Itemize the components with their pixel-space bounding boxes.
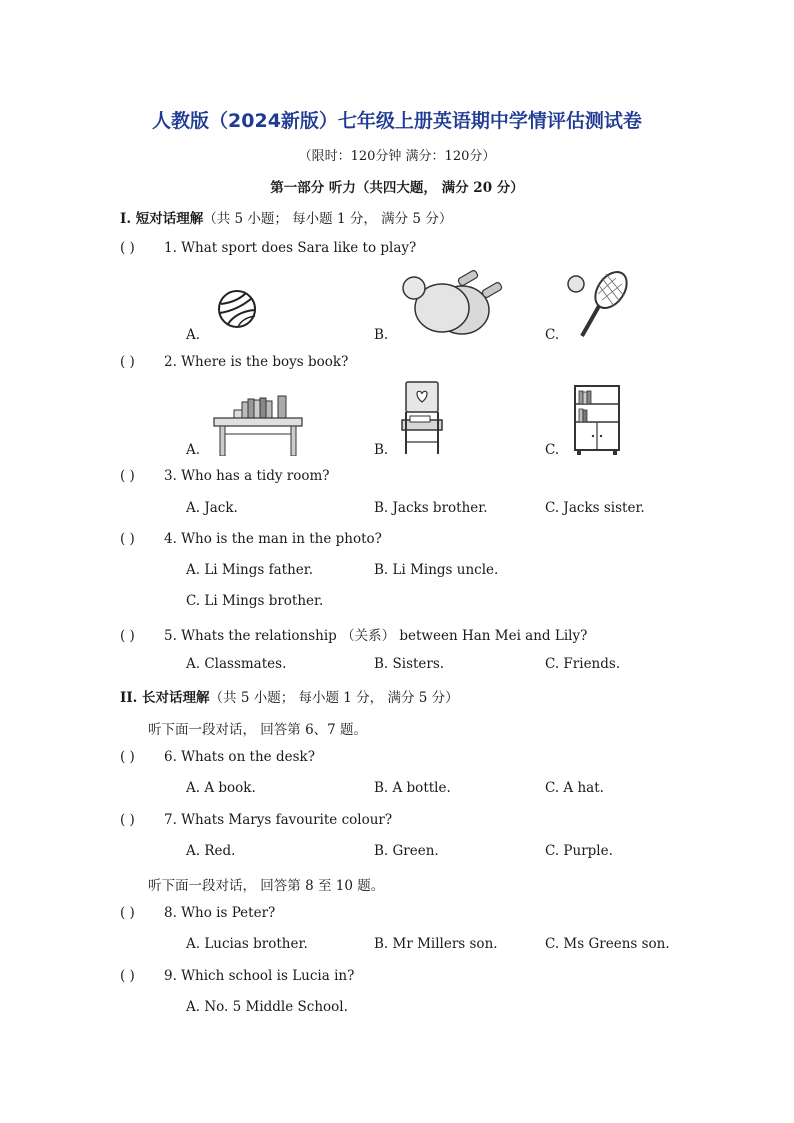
section-title: I. 短对话理解 [120,211,204,227]
exam-info: （限时：120分钟 满分：120分） [298,149,496,164]
question-text: 1. What sport does Sara like to play? [164,240,417,256]
answer-bracket[interactable]: ( ) [120,531,135,547]
option-1c[interactable]: C. [545,327,560,343]
question-3 [120,468,330,484]
option-2a[interactable]: A. [186,442,201,458]
option-5c[interactable]: C. Friends. [545,656,621,672]
answer-bracket[interactable]: ( ) [120,812,135,828]
instruction-2: 听下面一段对话， 回答第 8 至 10 题。 [148,878,385,894]
question-5 [120,624,587,644]
option-8a[interactable]: A. Lucias brother. [186,936,308,952]
question-2 [120,354,348,370]
bookcase-icon [572,384,622,456]
question-text: 6. Whats on the desk? [164,749,315,765]
option-1a[interactable]: A. [186,327,201,343]
answer-bracket[interactable]: ( ) [120,968,135,984]
section-heading-2 [120,686,459,706]
option-4a[interactable]: A. Li Mings father. [186,562,314,578]
option-6c[interactable]: C. A hat. [545,780,604,796]
volleyball-icon [216,288,258,330]
option-3c[interactable]: C. Jacks sister. [545,500,645,516]
answer-bracket[interactable]: ( ) [120,905,135,921]
section-heading-1 [120,207,452,227]
option-2c[interactable]: C. [545,442,560,458]
option-9a[interactable]: A. No. 5 Middle School. [186,999,348,1015]
option-1b[interactable]: B. [374,327,389,343]
question-text: 2. Where is the boys book? [164,354,349,370]
section-note: （共 5 小题； 每小题 1 分， 满分 5 分） [203,211,453,227]
answer-bracket[interactable]: ( ) [120,628,135,644]
answer-bracket[interactable]: ( ) [120,354,135,370]
answer-bracket[interactable]: ( ) [120,240,135,256]
option-3b[interactable]: B. Jacks brother. [374,500,488,516]
question-7 [120,812,392,828]
instruction-1: 听下面一段对话， 回答第 6、7 题。 [148,722,368,738]
option-7a[interactable]: A. Red. [186,843,236,859]
answer-bracket[interactable]: ( ) [120,749,135,765]
chair-icon [398,380,446,456]
option-4b[interactable]: B. Li Mings uncle. [374,562,499,578]
question-text: 3. Who has a tidy room? [164,468,330,484]
option-6b[interactable]: B. A bottle. [374,780,451,796]
question-6 [120,749,315,765]
option-8b[interactable]: B. Mr Millers son. [374,936,498,952]
option-2b[interactable]: B. [374,442,389,458]
option-5b[interactable]: B. Sisters. [374,656,445,672]
page-title: 人教版（2024新版）七年级上册英语期中学情评估测试卷 [152,110,642,132]
section-note: （共 5 小题； 每小题 1 分， 满分 5 分） [209,690,459,706]
ping-pong-paddles-icon [400,266,508,338]
option-8c[interactable]: C. Ms Greens son. [545,936,670,952]
question-1 [120,240,416,256]
desk-with-books-icon [212,390,304,456]
question-4 [120,531,382,547]
option-3a[interactable]: A. Jack. [186,500,238,516]
tennis-racket-icon [566,266,632,342]
section-title: II. 长对话理解 [120,690,210,706]
part-heading: 第一部分 听力（共四大题， 满分 20 分） [270,180,524,196]
option-6a[interactable]: A. A book. [186,780,256,796]
option-5a[interactable]: A. Classmates. [186,656,287,672]
question-text: 9. Which school is Lucia in? [164,968,355,984]
option-4c[interactable]: C. Li Mings brother. [186,593,324,609]
question-text: 7. Whats Marys favourite colour? [164,812,393,828]
question-text: 5. Whats the relationship （关系） between Han Mei and Lily? [164,628,588,644]
question-text: 8. Who is Peter? [164,905,276,921]
question-text: 4. Who is the man in the photo? [164,531,382,547]
option-7c[interactable]: C. Purple. [545,843,613,859]
question-9 [120,968,354,984]
question-8 [120,905,275,921]
answer-bracket[interactable]: ( ) [120,468,135,484]
option-7b[interactable]: B. Green. [374,843,439,859]
